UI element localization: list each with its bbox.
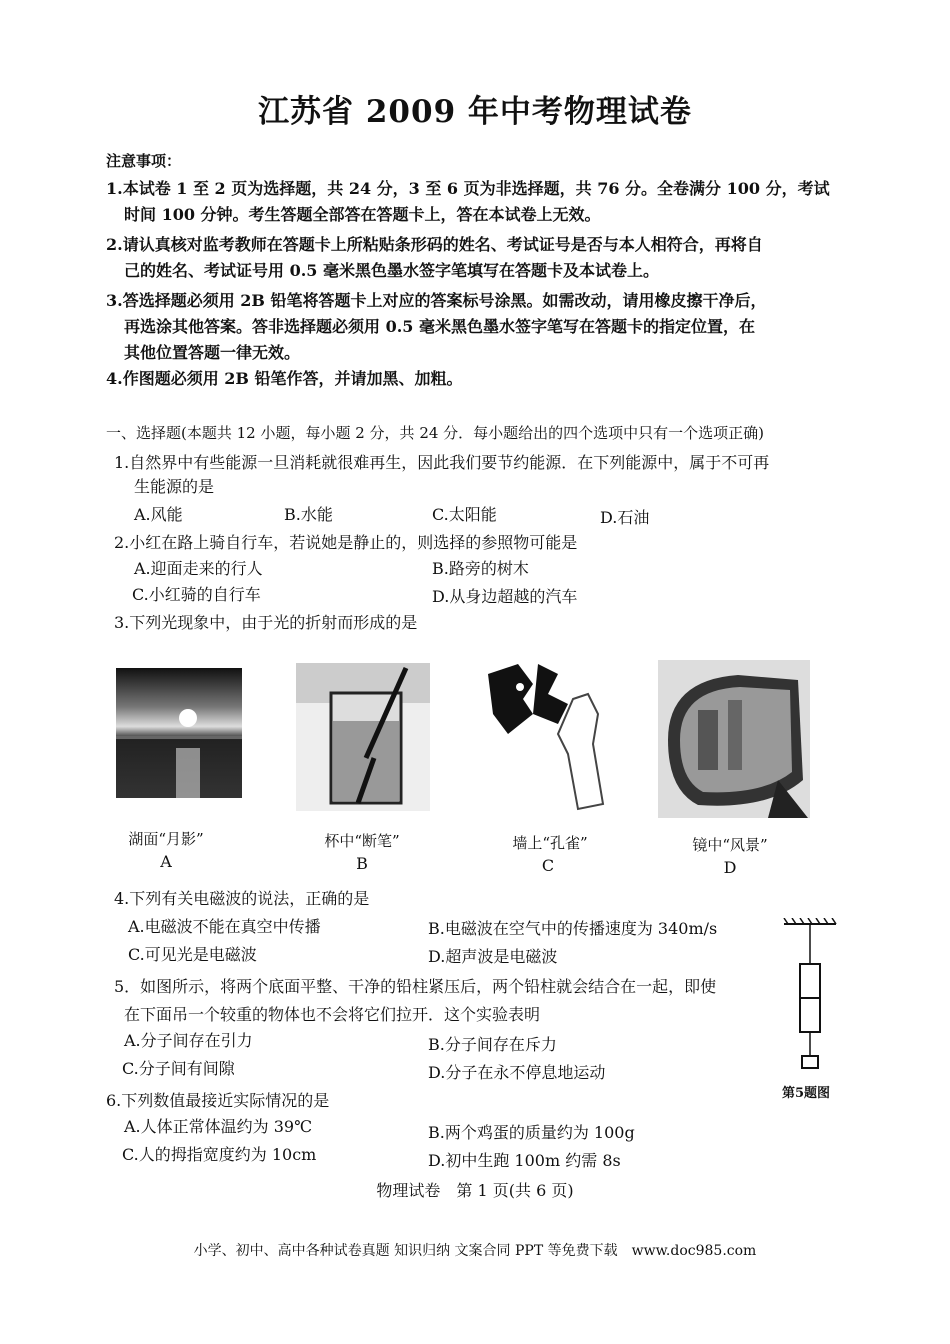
download-banner: 小学、初中、高中各种试卷真题 知识归纳 文案合同 PPT 等免费下载 www.doc985.com [193, 1243, 757, 1259]
question-4-stem: 4.下列有关电磁波的说法，正确的是 [114, 889, 370, 908]
q6-option-c: C.人的拇指宽度约为 10cm [122, 1145, 317, 1164]
section-heading: 一、选择题(本题共 12 小题，每小题 2 分，共 24 分．每小题给出的四个选项中只有一个选项正确) [106, 424, 765, 442]
lead-cylinders-figure [780, 918, 850, 1078]
question-5-stem: 在下面吊一个较重的物体也不会将它们拉开．这个实验表明 [124, 1005, 541, 1024]
q6-option-a: A.人体正常体温约为 39℃ [124, 1117, 312, 1136]
notice-line: 其他位置答题一律无效。 [124, 343, 301, 362]
image-letter: D [723, 858, 737, 877]
q1-option-d: D.石油 [600, 508, 650, 527]
image-caption: 墙上“孔雀” [512, 834, 588, 852]
q5-option-c: C.分子间有间隙 [122, 1059, 235, 1078]
notice-line: 1.本试卷 1 至 2 页为选择题，共 24 分，3 至 6 页为非选择题，共 76 分。全卷满分 100 分，考试 [106, 179, 830, 198]
notice-line: 再选涂其他答案。答非选择题必须用 0.5 毫米黑色墨水签字笔写在答题卡的指定位置，在 [124, 317, 755, 336]
question-1-stem: 1.自然界中有些能源一旦消耗就很难再生，因此我们要节约能源．在下列能源中，属于不可再 [114, 453, 770, 472]
notice-line: 时间 100 分钟。考生答题全部答在答题卡上，答在本试卷上无效。 [124, 205, 601, 224]
q1-option-b: B.水能 [284, 505, 333, 524]
notice-heading: 注意事项： [106, 152, 182, 170]
q1-option-c: C.太阳能 [432, 505, 497, 524]
figure-caption: 第5题图 [782, 1086, 831, 1101]
notice-line: 2.请认真核对监考教师在答题卡上所粘贴条形码的姓名、考试证号是否与本人相符合，再将自 [106, 235, 763, 254]
q4-option-a: A.电磁波不能在真空中传播 [128, 917, 321, 936]
notice-line: 己的姓名、考试证号用 0.5 毫米黑色墨水签字笔填写在答题卡及本试卷上。 [124, 261, 659, 280]
image-letter: A [160, 852, 172, 871]
q2-option-d: D.从身边超越的汽车 [432, 587, 578, 606]
image-caption: 镜中“风景” [692, 836, 768, 854]
image-letter: C [541, 856, 555, 875]
q6-option-b: B.两个鸡蛋的质量约为 100g [428, 1123, 635, 1142]
q4-option-d: D.超声波是电磁波 [428, 947, 558, 966]
hand-shadow-image [478, 654, 618, 812]
page-footer: 物理试卷 第 1 页(共 6 页) [376, 1181, 574, 1200]
question-6-stem: 6.下列数值最接近实际情况的是 [106, 1091, 330, 1110]
question-3-stem: 3.下列光现象中，由于光的折射而形成的是 [114, 613, 418, 632]
q2-option-a: A.迎面走来的行人 [134, 559, 263, 578]
image-letter: B [356, 854, 368, 873]
image-caption: 杯中“断笔” [324, 832, 400, 850]
glass-pencil-image [296, 663, 430, 811]
q5-option-b: B.分子间存在斥力 [428, 1035, 557, 1054]
lake-moon-image [116, 668, 242, 798]
question-1-stem: 生能源的是 [134, 477, 215, 496]
question-2-stem: 2.小红在路上骑自行车，若说她是静止的，则选择的参照物可能是 [114, 533, 578, 552]
q5-option-a: A.分子间存在引力 [124, 1031, 253, 1050]
notice-line: 3.答选择题必须用 2B 铅笔将答题卡上对应的答案标号涂黑。如需改动，请用橡皮擦干净后， [106, 291, 767, 310]
car-mirror-image [658, 660, 810, 818]
q5-option-d: D.分子在永不停息地运动 [428, 1063, 606, 1082]
q6-option-d: D.初中生跑 100m 约需 8s [428, 1151, 621, 1170]
page-title: 江苏省 2009 年中考物理试卷 [258, 94, 692, 130]
q4-option-c: C.可见光是电磁波 [128, 945, 257, 964]
q4-option-b: B.电磁波在空气中的传播速度为 340m/s [428, 919, 718, 938]
image-caption: 湖面“月影” [128, 830, 204, 848]
question-5-stem: 5．如图所示，将两个底面平整、干净的铅柱紧压后，两个铅柱就会结合在一起，即使 [114, 977, 717, 996]
q2-option-c: C.小红骑的自行车 [132, 585, 261, 604]
q2-option-b: B.路旁的树木 [432, 559, 529, 578]
q1-option-a: A.风能 [134, 505, 183, 524]
notice-line: 4.作图题必须用 2B 铅笔作答，并请加黑、加粗。 [106, 369, 463, 388]
